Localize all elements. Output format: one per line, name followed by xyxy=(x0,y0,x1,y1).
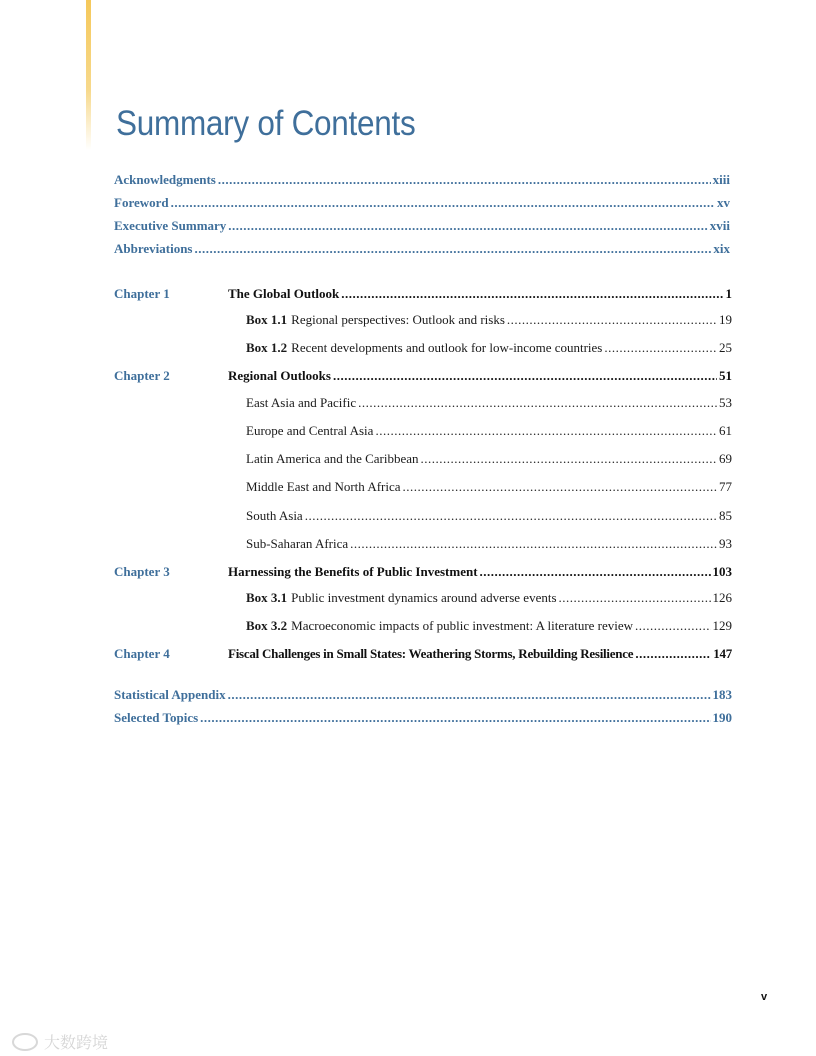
leader-dots xyxy=(358,395,717,411)
toc-entry-statistical-appendix[interactable] xyxy=(114,687,732,703)
page-number: 147 xyxy=(713,646,732,661)
toc-box-1-2[interactable] xyxy=(246,340,732,356)
toc-chapter-1[interactable] xyxy=(228,286,732,302)
page-folio: v xyxy=(761,991,768,1003)
toc-box-3-2[interactable] xyxy=(246,618,732,634)
page-number: 129 xyxy=(712,618,732,633)
toc-entry-acknowledgments[interactable] xyxy=(114,172,730,188)
toc-region-middle-east[interactable] xyxy=(246,479,732,495)
box-number: Box 3.2 xyxy=(246,618,288,633)
toc-chapter-2[interactable] xyxy=(228,368,732,384)
leader-dots xyxy=(171,195,715,211)
toc-region-east-asia[interactable] xyxy=(246,395,732,411)
leader-dots xyxy=(421,451,717,467)
toc-chapter-4[interactable] xyxy=(228,646,732,662)
page-number: 61 xyxy=(719,423,732,438)
leader-dots xyxy=(635,646,711,662)
page-number: 69 xyxy=(719,451,732,466)
watermark xyxy=(12,1030,108,1053)
chapter-title: The Global Outlook xyxy=(228,286,340,301)
leader-dots xyxy=(218,172,711,188)
page-number: 103 xyxy=(712,564,732,579)
chapter-2-label: Chapter 2 xyxy=(114,368,170,383)
leader-dots xyxy=(195,241,712,257)
entry-text: Regional perspectives: Outlook and risks xyxy=(291,312,505,327)
leader-dots xyxy=(507,312,717,328)
page-number: 183 xyxy=(712,687,732,702)
toc-label: Acknowledgments xyxy=(114,172,216,187)
page-number: 51 xyxy=(719,368,732,383)
page-number: 25 xyxy=(719,340,732,355)
page-number: 93 xyxy=(719,536,732,551)
leader-dots xyxy=(350,536,717,552)
toc-box-3-1[interactable] xyxy=(246,590,732,606)
toc-entry-abbreviations[interactable] xyxy=(114,241,730,257)
leader-dots xyxy=(604,340,717,356)
toc-chapter-3[interactable] xyxy=(228,564,732,580)
chapter-1-label: Chapter 1 xyxy=(114,286,170,301)
toc-label: Foreword xyxy=(114,195,169,210)
page-number: 1 xyxy=(725,286,732,301)
toc-region-sub-saharan[interactable] xyxy=(246,536,732,552)
toc-label: Statistical Appendix xyxy=(114,687,226,702)
watermark-logo-icon xyxy=(12,1033,38,1051)
entry-text: South Asia xyxy=(246,508,303,523)
toc-region-latin-america[interactable] xyxy=(246,451,732,467)
accent-bar xyxy=(86,0,91,150)
page-number: xvii xyxy=(709,218,730,233)
box-number: Box 1.1 xyxy=(246,312,288,327)
page-number: 126 xyxy=(712,590,732,605)
chapter-title: Fiscal Challenges in Small States: Weathering Storms, Rebuilding Resilience xyxy=(228,646,634,661)
toc-entry-executive-summary[interactable] xyxy=(114,218,730,234)
page-title: Summary of Contents xyxy=(116,104,416,143)
page-number: xv xyxy=(717,195,730,210)
toc-region-south-asia[interactable] xyxy=(246,508,732,524)
chapter-3-label: Chapter 3 xyxy=(114,564,170,579)
chapter-4-label: Chapter 4 xyxy=(114,646,170,661)
toc-label: Selected Topics xyxy=(114,710,199,725)
page-number: 77 xyxy=(719,479,732,494)
entry-text: Macroeconomic impacts of public investment: A literature review xyxy=(291,618,634,633)
page-number: xix xyxy=(713,241,730,256)
watermark-text: 大数跨境 xyxy=(44,1033,109,1052)
page-number: 85 xyxy=(719,508,732,523)
leader-dots xyxy=(559,590,711,606)
page-number: 190 xyxy=(712,710,732,725)
leader-dots xyxy=(305,508,717,524)
leader-dots xyxy=(635,618,710,634)
toc-label: Executive Summary xyxy=(114,218,227,233)
entry-text: Latin America and the Caribbean xyxy=(246,451,419,466)
toc-box-1-1[interactable] xyxy=(246,312,732,328)
leader-dots xyxy=(200,710,710,726)
page-number: 53 xyxy=(719,395,732,410)
chapter-title: Regional Outlooks xyxy=(228,368,331,383)
chapter-title: Harnessing the Benefits of Public Investment xyxy=(228,564,478,579)
entry-text: Public investment dynamics around adverse events xyxy=(291,590,557,605)
entry-text: East Asia and Pacific xyxy=(246,395,357,410)
page-number: 19 xyxy=(719,312,732,327)
box-number: Box 1.2 xyxy=(246,340,288,355)
toc-label: Abbreviations xyxy=(114,241,193,256)
leader-dots xyxy=(333,368,717,384)
entry-text: Sub-Saharan Africa xyxy=(246,536,349,551)
entry-text: Europe and Central Asia xyxy=(246,423,374,438)
toc-entry-foreword[interactable] xyxy=(114,195,730,211)
entry-text: Middle East and North Africa xyxy=(246,479,401,494)
leader-dots xyxy=(341,286,723,302)
box-number: Box 3.1 xyxy=(246,590,288,605)
leader-dots xyxy=(228,687,711,703)
leader-dots xyxy=(480,564,711,580)
toc-region-europe[interactable] xyxy=(246,423,732,439)
page-number: xiii xyxy=(712,172,730,187)
leader-dots xyxy=(375,423,717,439)
leader-dots xyxy=(403,479,717,495)
entry-text: Recent developments and outlook for low-income countries xyxy=(291,340,603,355)
leader-dots xyxy=(228,218,707,234)
toc-entry-selected-topics[interactable] xyxy=(114,710,732,726)
